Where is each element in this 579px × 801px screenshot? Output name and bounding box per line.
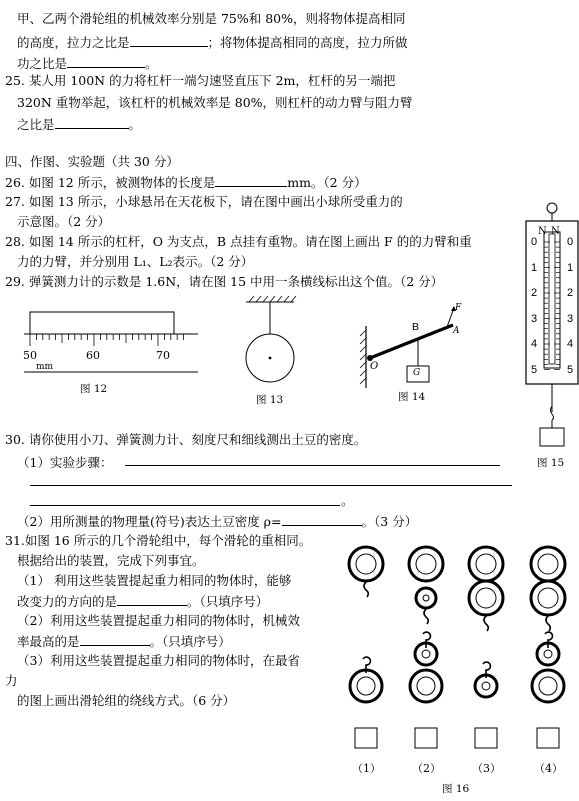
scale-label-right: 1 xyxy=(567,261,574,274)
label-A: A xyxy=(453,326,460,336)
scale-label-right: 0 xyxy=(567,236,574,248)
ceiling-hatch xyxy=(418,530,423,536)
ceiling-hatch xyxy=(502,530,507,536)
scale-unit-left: N xyxy=(538,226,547,237)
answer-line[interactable] xyxy=(30,505,340,506)
load-2 xyxy=(415,728,437,748)
fig16-pulleys xyxy=(336,526,579,756)
ceiling-hatch xyxy=(534,530,539,536)
ceiling-hatch xyxy=(382,530,387,536)
label-F: F xyxy=(455,303,462,313)
ceiling-hatch xyxy=(472,530,477,536)
pulley-3-movable xyxy=(475,675,497,697)
ruler-label-60: 60 xyxy=(86,349,100,362)
hook-3 xyxy=(484,616,488,631)
ceiling-hatch xyxy=(412,530,417,536)
load-3 xyxy=(475,728,497,748)
pulley-4-fixed-a-inner xyxy=(538,554,558,574)
fig12-caption: 图 12 xyxy=(80,383,108,395)
q30-line1: 30. 请你使用小刀、弹簧测力计、刻度尺和细线测出土豆的密度。 xyxy=(5,432,367,447)
q31-line2: 根据给出的装置，完成下列事宜。 xyxy=(17,553,205,568)
scale-unit-right: N xyxy=(551,226,560,237)
fig12-ruler xyxy=(20,306,210,386)
q27-line2: 示意图。（2 分） xyxy=(17,214,111,229)
ceiling-hatch xyxy=(552,530,557,536)
pulley-1-movable-inner xyxy=(357,677,375,695)
ceiling-hatch xyxy=(370,530,375,536)
answer-blank[interactable] xyxy=(130,34,208,47)
ruler-label-50: 50 xyxy=(23,349,37,362)
ceiling-hatch xyxy=(430,530,435,536)
scale-label-left: 4 xyxy=(531,338,538,350)
pulley-2-small xyxy=(416,588,436,608)
fig13-caption: 图 13 xyxy=(256,394,284,406)
pulley-2-movable-b-inner xyxy=(417,677,435,695)
fig16-label: （4） xyxy=(534,762,563,775)
q25-line2: 320N 重物举起，该杠杆的机械效率是 80%，则杠杆的动力臂与阻力臂 xyxy=(17,95,413,110)
ceiling-hatch xyxy=(424,530,429,536)
q26: 26. 如图 12 所示，被测物体的长度是 mm。（2 分） xyxy=(5,175,367,190)
ceiling-hatch xyxy=(376,530,381,536)
pulley-1-fixed xyxy=(349,547,383,581)
hook-4 xyxy=(546,616,550,631)
pulley-2-small-inner xyxy=(423,595,429,601)
q31-line1: 31.如图 16 所示的几个滑轮组中，每个滑轮的重相同。 xyxy=(5,533,312,548)
label-O: O xyxy=(370,361,379,372)
answer-blank[interactable] xyxy=(80,633,150,646)
scale-label-left: 1 xyxy=(531,261,538,274)
hook-2 xyxy=(424,609,428,624)
answer-blank[interactable] xyxy=(117,593,187,606)
ceiling-hatch xyxy=(528,530,533,536)
pulley-4-fixed-b-inner xyxy=(538,588,558,608)
answer-blank[interactable] xyxy=(215,174,287,187)
fig15-caption: 图 15 xyxy=(537,457,565,469)
ceiling-hatch xyxy=(540,530,545,536)
q30-line4: （2）用所测量的物理量(符号)表达土豆密度 ρ= 。（3 分） xyxy=(17,514,418,529)
q29: 29. 弹簧测力计的示数是 1.6N，请在图 15 中用一条横线标出这个值。（2 分） xyxy=(5,274,444,289)
fig16-label: （2） xyxy=(412,762,441,775)
answer-line[interactable] xyxy=(125,465,500,466)
ceiling-hatch xyxy=(406,530,411,536)
hook-1 xyxy=(364,582,368,597)
ceiling-hatch xyxy=(364,530,369,536)
load-1 xyxy=(355,728,377,748)
ceiling-hatch xyxy=(564,530,569,536)
load-4 xyxy=(537,728,559,748)
answer-blank[interactable] xyxy=(55,116,129,129)
fig14-caption: 图 14 xyxy=(398,391,426,403)
ceiling-hatch xyxy=(352,530,357,536)
pulley-4-fixed-b xyxy=(531,581,565,615)
q24-line3: 功之比是 。 xyxy=(17,56,158,71)
ceiling-hatch xyxy=(558,530,563,536)
q31-line7: （3）利用这些装置提起重力相同的物体时，在最省 xyxy=(17,653,300,668)
q31-line8: 力 xyxy=(5,673,18,688)
ceiling-hatch xyxy=(484,530,489,536)
pulley-2-movable-a-inner xyxy=(422,650,430,658)
q27-line1: 27. 如图 13 所示，小球悬吊在天花板下，请在图中画出小球所受重力的 xyxy=(5,194,403,209)
pulley-4-movable-b-inner xyxy=(539,677,557,695)
ceiling-hatch xyxy=(490,530,495,536)
ceiling-hatch xyxy=(466,530,471,536)
scale-label-right: 3 xyxy=(567,312,574,325)
pulley-4-movable-b xyxy=(532,670,564,702)
pulley-3-fixed-a xyxy=(469,547,503,581)
section4-title: 四、作图、实验题（共 30 分） xyxy=(5,154,179,169)
answer-line[interactable] xyxy=(30,485,512,486)
pulley-4-fixed-a xyxy=(531,547,565,581)
answer-blank[interactable] xyxy=(67,55,145,68)
movable-hook-4 xyxy=(545,632,552,648)
pulley-1-movable xyxy=(350,670,382,702)
fig16-label: （1） xyxy=(352,762,381,775)
ceiling-hatch xyxy=(358,530,363,536)
q30-end-mark: 。 xyxy=(341,493,354,508)
label-G: G xyxy=(413,368,421,378)
scale-label-left: 0 xyxy=(531,236,538,248)
fig16-label: （3） xyxy=(472,762,501,775)
q28-line1: 28. 如图 14 所示的杠杆，O 为支点，B 点挂有重物。请在图上画出 F 的的力臂和重 xyxy=(5,234,472,249)
ceiling-hatch xyxy=(436,530,441,536)
q28-line2: 力的力臂，并分别用 L₁、L₂表示。（2 分） xyxy=(17,254,254,269)
scale-label-right: 5 xyxy=(567,363,574,376)
pulley-3-fixed-b xyxy=(469,581,503,615)
q25-line1: 25. 某人用 100N 的力将杠杆一端匀速竖直压下 2m，杠杆的另一端把 xyxy=(5,73,396,88)
q24-line1: 甲、乙两个滑轮组的机械效率分别是 75%和 80%，则将物体提高相同 xyxy=(17,11,406,26)
pulley-3-fixed-b-inner xyxy=(476,588,496,608)
pulley-4-movable-a-inner xyxy=(544,650,552,658)
q31-line6: 率最高的是 。（只填序号） xyxy=(17,634,231,649)
label-B: B xyxy=(412,321,420,333)
q24-line2: 的高度，拉力之比是 ；将物体提高相同的高度，拉力所做 xyxy=(17,35,408,50)
pulley-3-fixed-a-inner xyxy=(476,554,496,574)
fig13-ball xyxy=(240,296,300,386)
q31-line9: 的图上画出滑轮组的绕线方式。（6 分） xyxy=(17,693,236,708)
q31-line3: （1） 利用这些装置提起重力相同的物体时，能够 xyxy=(17,573,292,588)
ruler-unit: mm xyxy=(36,362,54,372)
q31-line5: （2）利用这些装置提起重力相同的物体时，机械效 xyxy=(17,613,300,628)
pulley-3-movable-inner xyxy=(482,682,490,690)
pulley-2-fixed-inner xyxy=(416,554,436,574)
ruler-label-70: 70 xyxy=(156,349,170,362)
ceiling-hatch xyxy=(546,530,551,536)
q30-step-label: （1）实验步骤： xyxy=(17,455,113,470)
q31-line4: 改变力的方向的是 。（只填序号） xyxy=(17,594,269,609)
scale-label-right: 2 xyxy=(567,287,574,299)
scale-label-left: 3 xyxy=(531,312,538,325)
pulley-1-fixed-inner xyxy=(356,554,376,574)
ceiling-hatch xyxy=(496,530,501,536)
pulley-2-fixed xyxy=(409,547,443,581)
scale-label-left: 2 xyxy=(531,287,538,299)
answer-blank[interactable] xyxy=(282,513,362,526)
ceiling-hatch xyxy=(478,530,483,536)
scale-label-right: 4 xyxy=(567,338,574,350)
pulley-2-movable-b xyxy=(410,670,442,702)
scale-label-left: 5 xyxy=(531,363,538,376)
ceiling-hatch xyxy=(442,530,447,536)
movable-hook-2 xyxy=(423,632,430,648)
ceiling-hatch xyxy=(346,530,351,536)
fig16-caption: 图 16 xyxy=(442,783,470,795)
q25-line3: 之比是 。 xyxy=(17,117,142,132)
